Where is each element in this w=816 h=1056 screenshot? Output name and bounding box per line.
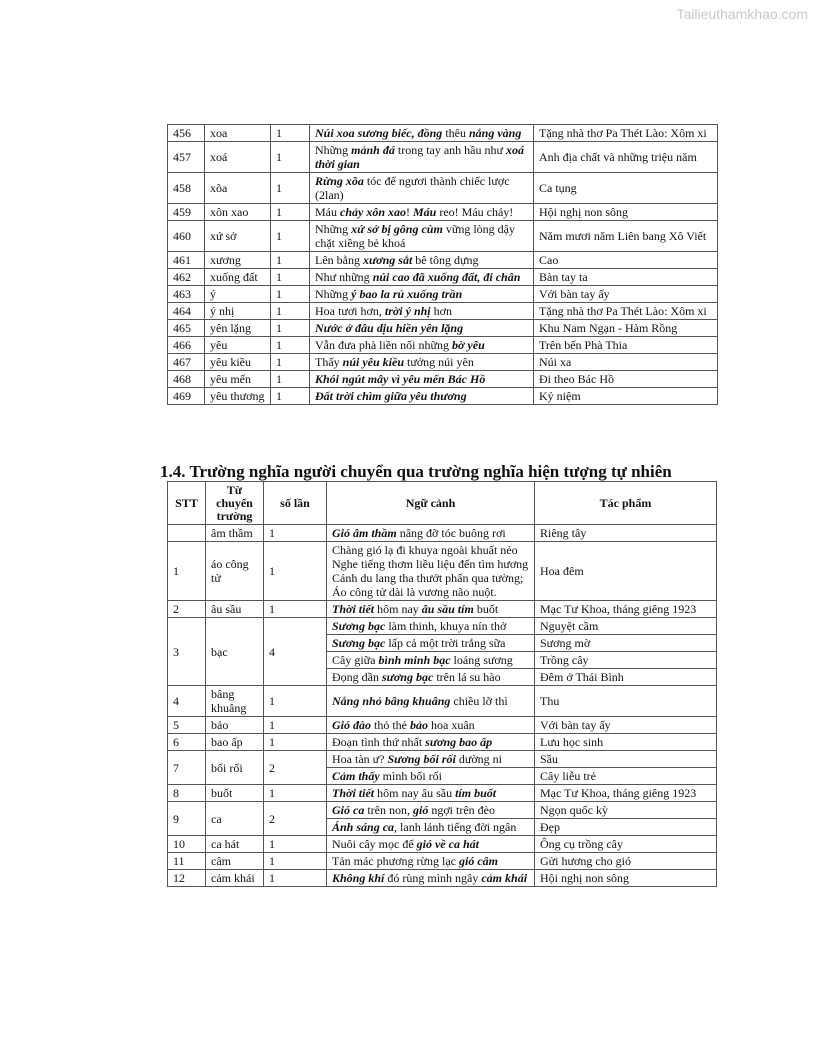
- work-cell: Cây liễu trẻ: [535, 768, 717, 785]
- context-text: làm thinh, khuya nín thở: [385, 619, 507, 633]
- context-text: Lên bằng: [315, 253, 363, 267]
- count-cell: 1: [271, 142, 310, 173]
- emphasized-text: trời ý nhị: [384, 304, 431, 318]
- stt-cell: 458: [168, 173, 205, 204]
- table-row: [168, 125, 718, 142]
- stt-cell: 1: [168, 542, 206, 601]
- context-text: , lanh lảnh tiếng đời ngân: [394, 820, 517, 834]
- context-text: trong tay anh hầu như: [394, 143, 507, 157]
- word-table-continued: [167, 124, 718, 405]
- work-cell: Hoa đêm: [535, 542, 717, 601]
- work-cell: Ca tụng: [534, 173, 718, 204]
- stt-cell: 467: [168, 354, 205, 371]
- emphasized-text: mảnh đá: [351, 143, 395, 157]
- table-row: [168, 269, 718, 286]
- work-cell: Đi theo Bác Hồ: [534, 371, 718, 388]
- context-text: Nuôi cây mọc để: [332, 837, 417, 851]
- count-cell: 1: [271, 388, 310, 405]
- emphasized-text: Đất trời chìm giữa yêu thương: [315, 389, 467, 403]
- count-cell: 1: [264, 734, 327, 751]
- emphasized-text: Núi xoa sương biếc, đồng: [315, 126, 443, 140]
- work-cell: Năm mươi năm Liên bang Xô Viết: [534, 221, 718, 252]
- count-cell: 1: [271, 221, 310, 252]
- count-cell: 2: [264, 802, 327, 836]
- stt-cell: 463: [168, 286, 205, 303]
- table-row: [168, 173, 718, 204]
- word-cell: bảo: [206, 717, 264, 734]
- table-row: [168, 525, 717, 542]
- word-cell: âm thầm: [206, 525, 264, 542]
- table-row: [168, 221, 718, 252]
- work-cell: Lưu học sinh: [535, 734, 717, 751]
- work-cell: Tặng nhà thơ Pa Thét Lào: Xôm xi: [534, 125, 718, 142]
- context-text: buốt: [473, 602, 499, 616]
- work-cell: Hội nghị non sông: [534, 204, 718, 221]
- word-cell: câm: [206, 853, 264, 870]
- stt-cell: 3: [168, 618, 206, 686]
- count-cell: 1: [264, 836, 327, 853]
- count-cell: 4: [264, 618, 327, 686]
- emphasized-text: bờ yêu: [451, 338, 485, 352]
- count-cell: 1: [264, 542, 327, 601]
- context-cell: [327, 717, 535, 734]
- emphasized-text: gió: [412, 803, 429, 817]
- context-text: Đọng dần: [332, 670, 382, 684]
- context-cell: [310, 252, 534, 269]
- emphasized-text: xoá thời gian: [315, 143, 525, 171]
- table-row: [168, 542, 717, 601]
- stt-cell: 6: [168, 734, 206, 751]
- context-cell: [310, 354, 534, 371]
- context-text: thỏ thẻ: [371, 718, 410, 732]
- word-cell: âu sầu: [206, 601, 264, 618]
- context-text: !: [406, 205, 413, 219]
- table-row: [168, 618, 717, 635]
- stt-cell: 4: [168, 686, 206, 717]
- context-text: Tản mác phương rừng lạc: [332, 854, 459, 868]
- emphasized-text: Gió đào: [332, 718, 371, 732]
- table-header-row: [168, 482, 717, 525]
- context-text: Máu: [315, 205, 340, 219]
- header-count: số lần: [264, 482, 327, 525]
- work-cell: Đêm ở Thái Bình: [535, 669, 717, 686]
- work-cell: Ông cụ trồng cây: [535, 836, 717, 853]
- word-cell: yêu kiều: [205, 354, 271, 371]
- work-cell: Cao: [534, 252, 718, 269]
- table-row: [168, 320, 718, 337]
- stt-cell: 457: [168, 142, 205, 173]
- stt-cell: 469: [168, 388, 205, 405]
- table-row: [168, 785, 717, 802]
- emphasized-text: Gió ca: [332, 803, 365, 817]
- context-cell: [327, 802, 535, 819]
- emphasized-text: gió về ca hát: [416, 837, 479, 851]
- emphasized-text: cảm khái: [481, 871, 528, 885]
- stt-cell: 464: [168, 303, 205, 320]
- context-text: Hoa tàn ư?: [332, 752, 388, 766]
- context-cell: [327, 819, 535, 836]
- count-cell: 1: [264, 853, 327, 870]
- stt-cell: 461: [168, 252, 205, 269]
- word-cell: xứ sở: [205, 221, 271, 252]
- table-row: [168, 751, 717, 768]
- context-cell: [327, 635, 535, 652]
- word-cell: ca hát: [206, 836, 264, 853]
- context-cell: [310, 204, 534, 221]
- context-text: Đoạn tình thứ nhất: [332, 735, 426, 749]
- context-cell: [310, 371, 534, 388]
- table-row: [168, 686, 717, 717]
- context-text: tóc để ngươi thành chiếc lược (2lan): [315, 174, 510, 202]
- table-row: [168, 870, 717, 887]
- emphasized-text: Nắng nhỏ bâng khuâng: [332, 694, 451, 708]
- work-cell: Đẹp: [535, 819, 717, 836]
- context-cell: [310, 269, 534, 286]
- header-context: Ngữ cảnh: [327, 482, 535, 525]
- emphasized-text: Rừng xõa: [315, 174, 364, 188]
- word-cell: bạc: [206, 618, 264, 686]
- context-cell: [327, 525, 535, 542]
- count-cell: 1: [271, 371, 310, 388]
- work-cell: Khu Nam Ngạn - Hàm Rồng: [534, 320, 718, 337]
- table-row: [168, 142, 718, 173]
- context-cell: [327, 870, 535, 887]
- emphasized-text: bình minh bạc: [378, 653, 451, 667]
- work-cell: Núi xa: [534, 354, 718, 371]
- context-text: thêu: [442, 126, 469, 140]
- context-text: tưởng núi yên: [404, 355, 474, 369]
- header-word: Từ chuyển trường: [206, 482, 264, 525]
- work-cell: Hội nghị non sông: [535, 870, 717, 887]
- emphasized-text: âu sầu tím: [421, 602, 474, 616]
- context-text: dường ni: [455, 752, 502, 766]
- word-cell: ý nhị: [205, 303, 271, 320]
- word-cell: yêu: [205, 337, 271, 354]
- work-cell: Nguyệt cầm: [535, 618, 717, 635]
- emphasized-text: núi yêu kiều: [342, 355, 404, 369]
- context-text: bê tông dựng: [412, 253, 479, 267]
- emphasized-text: sương bao ấp: [425, 735, 493, 749]
- word-cell: ca: [206, 802, 264, 836]
- emphasized-text: núi cao đã xuống đất, đi chân: [372, 270, 521, 284]
- table-row: [168, 354, 718, 371]
- word-cell: xõa: [205, 173, 271, 204]
- count-cell: 1: [264, 601, 327, 618]
- work-cell: Riêng tây: [535, 525, 717, 542]
- stt-cell: 10: [168, 836, 206, 853]
- context-cell: [310, 142, 534, 173]
- count-cell: 1: [271, 286, 310, 303]
- emphasized-text: Sương bạc: [332, 619, 386, 633]
- emphasized-text: Thời tiết: [332, 602, 375, 616]
- stt-cell: 2: [168, 601, 206, 618]
- stt-cell: 9: [168, 802, 206, 836]
- stt-cell: 462: [168, 269, 205, 286]
- work-cell: Kỷ niệm: [534, 388, 718, 405]
- emphasized-text: xương sắt: [362, 253, 413, 267]
- work-cell: Anh địa chất và những triệu năm: [534, 142, 718, 173]
- emphasized-text: Gió âm thầm: [332, 526, 397, 540]
- work-cell: Trên bến Phà Thia: [534, 337, 718, 354]
- word-cell: xương: [205, 252, 271, 269]
- context-cell: [327, 836, 535, 853]
- table-row: [168, 717, 717, 734]
- context-text: Như những: [315, 270, 373, 284]
- context-text: Cây giữa: [332, 653, 379, 667]
- context-cell: [310, 173, 534, 204]
- count-cell: 1: [271, 337, 310, 354]
- count-cell: 1: [264, 717, 327, 734]
- table-row: [168, 303, 718, 320]
- context-text: Những: [315, 222, 352, 236]
- count-cell: 2: [264, 751, 327, 785]
- context-cell: [327, 751, 535, 768]
- word-cell: buốt: [206, 785, 264, 802]
- table-row: [168, 204, 718, 221]
- work-cell: Trồng cây: [535, 652, 717, 669]
- work-cell: Bàn tay ta: [534, 269, 718, 286]
- word-cell: ý: [205, 286, 271, 303]
- work-cell: Mạc Tư Khoa, tháng giêng 1923: [535, 601, 717, 618]
- count-cell: 1: [271, 320, 310, 337]
- emphasized-text: bảo: [410, 718, 428, 732]
- context-cell: [327, 768, 535, 785]
- stt-cell: 459: [168, 204, 205, 221]
- context-text: Chàng gió lạ đi khuya ngoài khuất nẻo Nghe tiếng thơm liều liệu đến tìm hương Cánh du lang tha thướt phấn qua tường; Áo công tử dài là vương não nuột.: [332, 543, 529, 599]
- context-text: lấp cả một trời trắng sữa: [385, 636, 506, 650]
- stt-cell: 8: [168, 785, 206, 802]
- context-text: vững lòng dậy chặt xiềng bẻ khoá: [315, 222, 515, 250]
- stt-cell: 468: [168, 371, 205, 388]
- work-cell: Ngọn quốc kỳ: [535, 802, 717, 819]
- count-cell: 1: [271, 269, 310, 286]
- work-cell: Sương mờ: [535, 635, 717, 652]
- word-cell: xoa: [205, 125, 271, 142]
- work-cell: Với bàn tay ấy: [534, 286, 718, 303]
- emphasized-text: tím buốt: [455, 786, 497, 800]
- work-cell: Tặng nhà thơ Pa Thét Lào: Xôm xi: [534, 303, 718, 320]
- context-text: Những: [315, 287, 352, 301]
- word-cell: yêu thương: [205, 388, 271, 405]
- context-text: trên lá su hào: [433, 670, 501, 684]
- context-cell: [310, 388, 534, 405]
- context-text: hôm nay: [374, 602, 422, 616]
- count-cell: 1: [271, 303, 310, 320]
- context-cell: [327, 785, 535, 802]
- emphasized-text: Sương bối rối: [387, 752, 456, 766]
- context-cell: [327, 734, 535, 751]
- stt-cell: 460: [168, 221, 205, 252]
- context-text: nâng đỡ tóc buông rơi: [396, 526, 506, 540]
- context-text: Vẫn đưa phà liền nối những: [315, 338, 452, 352]
- context-text: reo! Máu chảy!: [436, 205, 514, 219]
- count-cell: 1: [264, 785, 327, 802]
- word-cell: xoá: [205, 142, 271, 173]
- word-cell: áo công tử: [206, 542, 264, 601]
- stt-cell: [168, 525, 206, 542]
- stt-cell: 7: [168, 751, 206, 785]
- table-row: [168, 371, 718, 388]
- context-cell: [310, 125, 534, 142]
- context-text: Thấy: [315, 355, 343, 369]
- work-cell: Mạc Tư Khoa, tháng giêng 1923: [535, 785, 717, 802]
- context-cell: [310, 303, 534, 320]
- context-cell: [327, 601, 535, 618]
- context-cell: [327, 686, 535, 717]
- count-cell: 1: [271, 173, 310, 204]
- stt-cell: 11: [168, 853, 206, 870]
- table-row: [168, 802, 717, 819]
- context-text: trên non,: [364, 803, 413, 817]
- table-row: [168, 388, 718, 405]
- count-cell: 1: [271, 204, 310, 221]
- count-cell: 1: [271, 354, 310, 371]
- work-cell: Với bàn tay ấy: [535, 717, 717, 734]
- emphasized-text: Thời tiết: [332, 786, 375, 800]
- context-text: hoa xuân: [428, 718, 475, 732]
- watermark: Tailieuthamkhao.com: [676, 6, 808, 22]
- context-cell: [327, 542, 535, 601]
- emphasized-text: Sương bạc: [332, 636, 386, 650]
- table-row: [168, 734, 717, 751]
- table-row: [168, 601, 717, 618]
- word-cell: cảm khái: [206, 870, 264, 887]
- table-row: [168, 286, 718, 303]
- context-cell: [327, 652, 535, 669]
- emphasized-text: Không khí: [332, 871, 385, 885]
- emphasized-text: sương bạc: [382, 670, 434, 684]
- stt-cell: 466: [168, 337, 205, 354]
- emphasized-text: Ánh sáng ca: [332, 820, 395, 834]
- count-cell: 1: [264, 525, 327, 542]
- context-text: chiều lỡ thì: [450, 694, 508, 708]
- table-row: [168, 836, 717, 853]
- context-cell: [310, 337, 534, 354]
- count-cell: 1: [271, 125, 310, 142]
- context-cell: [310, 286, 534, 303]
- emphasized-text: ý bao la rủ xuống trần: [351, 287, 463, 301]
- word-cell: bối rối: [206, 751, 264, 785]
- word-cell: xôn xao: [205, 204, 271, 221]
- context-text: đó rùng mình ngây: [384, 871, 482, 885]
- context-text: hôm nay âu sầu: [374, 786, 456, 800]
- emphasized-text: Máu: [413, 205, 437, 219]
- work-cell: Gửi hương cho gió: [535, 853, 717, 870]
- section-heading: 1.4. Trường nghĩa người chuyển qua trường nghĩa hiện tượng tự nhiên: [160, 462, 672, 481]
- emphasized-text: gió câm: [458, 854, 498, 868]
- word-table-natural-phenomena: [167, 481, 717, 887]
- emphasized-text: Cảm thấy: [332, 769, 380, 783]
- context-text: Những: [315, 143, 352, 157]
- context-cell: [310, 320, 534, 337]
- stt-cell: 12: [168, 870, 206, 887]
- context-cell: [327, 669, 535, 686]
- header-stt: STT: [168, 482, 206, 525]
- context-cell: [327, 618, 535, 635]
- emphasized-text: nắng vàng: [468, 126, 522, 140]
- count-cell: 1: [271, 252, 310, 269]
- context-cell: [310, 221, 534, 252]
- word-cell: xuống đất: [205, 269, 271, 286]
- context-text: hơn: [430, 304, 453, 318]
- table-row: [168, 853, 717, 870]
- emphasized-text: xứ sở bị gông cùm: [351, 222, 443, 236]
- context-text: loáng sương: [450, 653, 513, 667]
- word-cell: bao ấp: [206, 734, 264, 751]
- table-row: [168, 337, 718, 354]
- work-cell: Thu: [535, 686, 717, 717]
- word-cell: yên lặng: [205, 320, 271, 337]
- table-row: [168, 252, 718, 269]
- word-cell: bâng khuâng: [206, 686, 264, 717]
- emphasized-text: Nước ở đâu dịu hiền yên lặng: [315, 321, 464, 335]
- context-text: ngợi trên đèo: [428, 803, 495, 817]
- stt-cell: 465: [168, 320, 205, 337]
- context-text: mình bối rối: [379, 769, 443, 783]
- work-cell: Sầu: [535, 751, 717, 768]
- context-text: Hoa tươi hơn,: [315, 304, 385, 318]
- word-cell: yêu mến: [205, 371, 271, 388]
- stt-cell: 5: [168, 717, 206, 734]
- header-work: Tác phẩm: [535, 482, 717, 525]
- emphasized-text: Khói ngút mây vì yêu mến Bác Hồ: [315, 372, 486, 386]
- context-cell: [327, 853, 535, 870]
- count-cell: 1: [264, 870, 327, 887]
- emphasized-text: chảy xôn xao: [340, 205, 406, 219]
- stt-cell: 456: [168, 125, 205, 142]
- count-cell: 1: [264, 686, 327, 717]
